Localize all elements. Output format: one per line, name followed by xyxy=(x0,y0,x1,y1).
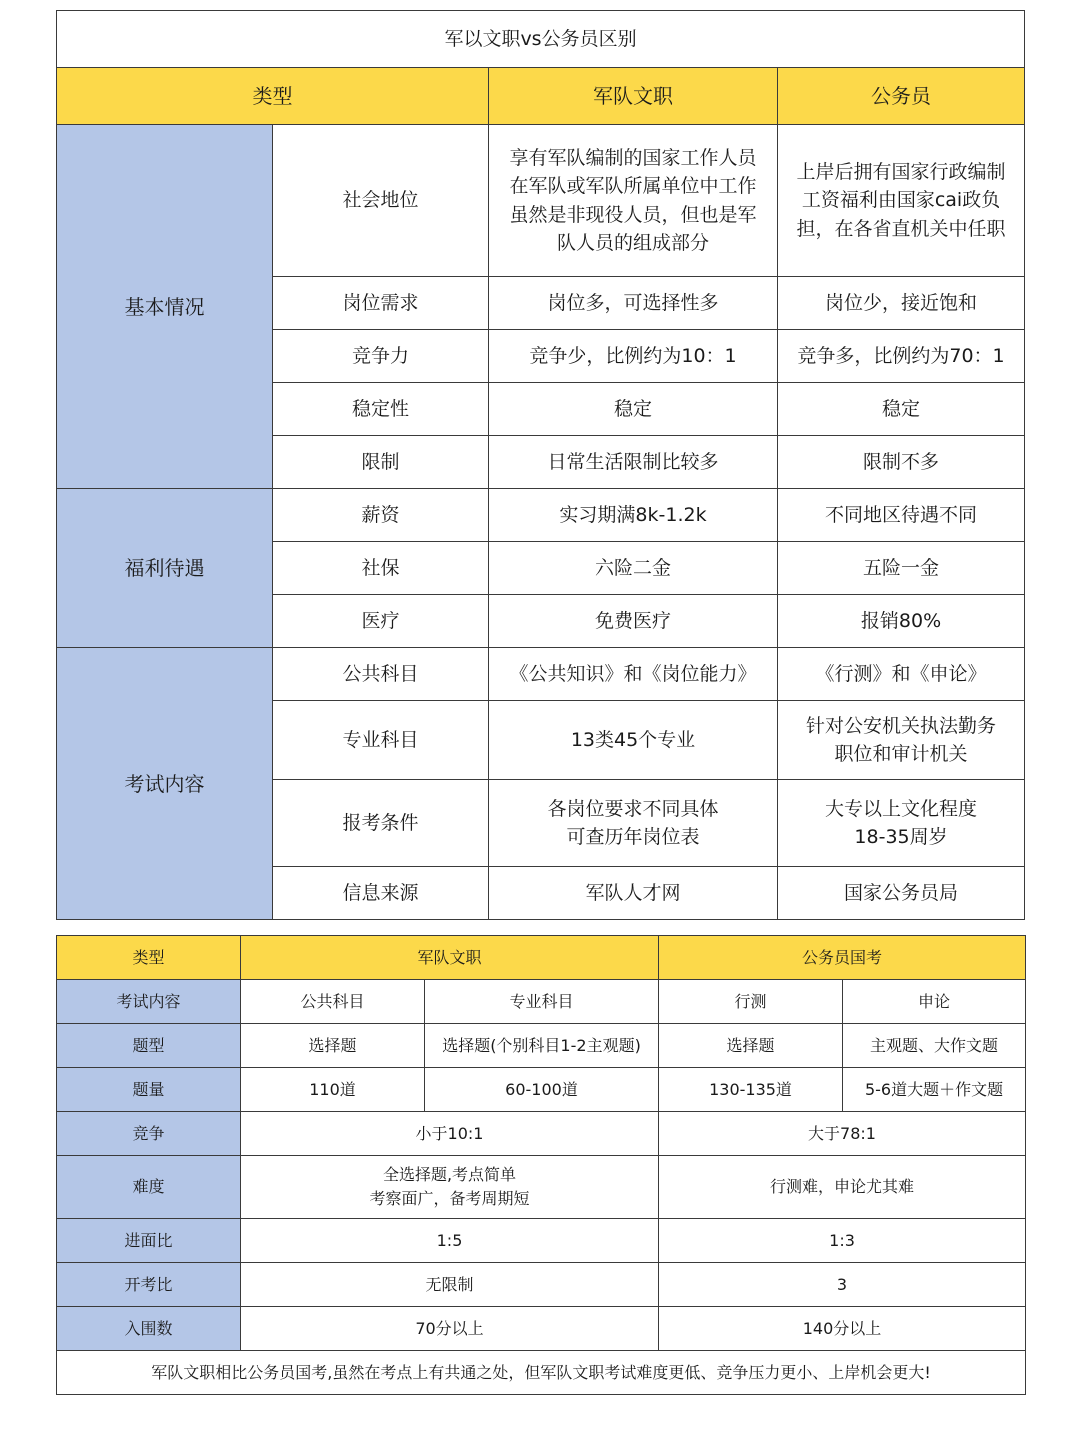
army-cell: 军队人才网 xyxy=(489,867,778,920)
row-label: 入围数 xyxy=(57,1307,241,1351)
header-civil-servant: 公务员 xyxy=(778,68,1025,125)
civil-cell: 报销80% xyxy=(778,595,1025,648)
civil-cell: 行测难，申论尤其难 xyxy=(659,1156,1026,1219)
civil-cell: 限制不多 xyxy=(778,436,1025,489)
army-cell: 实习期满8k-1.2k xyxy=(489,489,778,542)
cell: 专业科目 xyxy=(425,980,659,1024)
cell: 110道 xyxy=(241,1068,425,1112)
cell: 公共科目 xyxy=(241,980,425,1024)
civil-cell: 上岸后拥有国家行政编制 工资福利由国家cai政负 担，在各省直机关中任职 xyxy=(778,125,1025,277)
civil-cell: 1:3 xyxy=(659,1219,1026,1263)
row-item: 竞争力 xyxy=(273,330,489,383)
comparison-table-exam xyxy=(56,935,1026,1395)
army-cell: 岗位多，可选择性多 xyxy=(489,277,778,330)
cell: 申论 xyxy=(843,980,1026,1024)
cell: 60-100道 xyxy=(425,1068,659,1112)
army-cell: 1:5 xyxy=(241,1219,659,1263)
row-label: 题型 xyxy=(57,1024,241,1068)
row-item: 信息来源 xyxy=(273,867,489,920)
category-benefits: 福利待遇 xyxy=(57,489,273,648)
row-label: 开考比 xyxy=(57,1263,241,1307)
row-item: 薪资 xyxy=(273,489,489,542)
header-type: 类型 xyxy=(57,936,241,980)
row-item: 岗位需求 xyxy=(273,277,489,330)
cell: 选择题 xyxy=(241,1024,425,1068)
civil-cell: 不同地区待遇不同 xyxy=(778,489,1025,542)
civil-cell: 岗位少，接近饱和 xyxy=(778,277,1025,330)
header-type: 类型 xyxy=(57,68,489,125)
army-cell: 13类45个专业 xyxy=(489,701,778,780)
row-label: 考试内容 xyxy=(57,980,241,1024)
cell: 选择题(个别科目1-2主观题) xyxy=(425,1024,659,1068)
army-cell: 竞争少，比例约为10：1 xyxy=(489,330,778,383)
army-cell: 各岗位要求不同具体 可查历年岗位表 xyxy=(489,780,778,867)
army-cell: 小于10:1 xyxy=(241,1112,659,1156)
comparison-table-main xyxy=(56,10,1025,920)
row-label: 难度 xyxy=(57,1156,241,1219)
row-label: 进面比 xyxy=(57,1219,241,1263)
army-cell: 《公共知识》和《岗位能力》 xyxy=(489,648,778,701)
civil-cell: 3 xyxy=(659,1263,1026,1307)
row-label: 竞争 xyxy=(57,1112,241,1156)
header-civil-national-exam: 公务员国考 xyxy=(659,936,1026,980)
row-item: 专业科目 xyxy=(273,701,489,780)
cell: 130-135道 xyxy=(659,1068,843,1112)
civil-cell: 大于78:1 xyxy=(659,1112,1026,1156)
row-item: 限制 xyxy=(273,436,489,489)
army-cell: 六险二金 xyxy=(489,542,778,595)
army-cell: 免费医疗 xyxy=(489,595,778,648)
civil-cell: 140分以上 xyxy=(659,1307,1026,1351)
table-title: 军以文职vs公务员区别 xyxy=(57,11,1025,68)
army-cell: 全选择题,考点简单 考察面广，备考周期短 xyxy=(241,1156,659,1219)
row-item: 报考条件 xyxy=(273,780,489,867)
category-basic: 基本情况 xyxy=(57,125,273,489)
army-cell: 享有军队编制的国家工作人员 在军队或军队所属单位中工作 虽然是非现役人员，但也是军 队人员的组成部分 xyxy=(489,125,778,277)
cell: 选择题 xyxy=(659,1024,843,1068)
civil-cell: 《行测》和《申论》 xyxy=(778,648,1025,701)
army-cell: 日常生活限制比较多 xyxy=(489,436,778,489)
army-cell: 无限制 xyxy=(241,1263,659,1307)
cell: 行测 xyxy=(659,980,843,1024)
row-item: 稳定性 xyxy=(273,383,489,436)
header-army-civilian: 军队文职 xyxy=(241,936,659,980)
summary-note: 军队文职相比公务员国考,虽然在考点上有共通之处，但军队文职考试难度更低、竞争压力更小、上岸机会更大! xyxy=(57,1351,1026,1395)
cell: 5-6道大题＋作文题 xyxy=(843,1068,1026,1112)
header-army-civilian: 军队文职 xyxy=(489,68,778,125)
civil-cell: 国家公务员局 xyxy=(778,867,1025,920)
civil-cell: 竞争多，比例约为70：1 xyxy=(778,330,1025,383)
civil-cell: 五险一金 xyxy=(778,542,1025,595)
cell: 主观题、大作文题 xyxy=(843,1024,1026,1068)
civil-cell: 大专以上文化程度 18-35周岁 xyxy=(778,780,1025,867)
row-label: 题量 xyxy=(57,1068,241,1112)
category-exam: 考试内容 xyxy=(57,648,273,920)
row-item: 社会地位 xyxy=(273,125,489,277)
army-cell: 70分以上 xyxy=(241,1307,659,1351)
row-item: 医疗 xyxy=(273,595,489,648)
row-item: 公共科目 xyxy=(273,648,489,701)
row-item: 社保 xyxy=(273,542,489,595)
civil-cell: 稳定 xyxy=(778,383,1025,436)
civil-cell: 针对公安机关执法勤务 职位和审计机关 xyxy=(778,701,1025,780)
army-cell: 稳定 xyxy=(489,383,778,436)
